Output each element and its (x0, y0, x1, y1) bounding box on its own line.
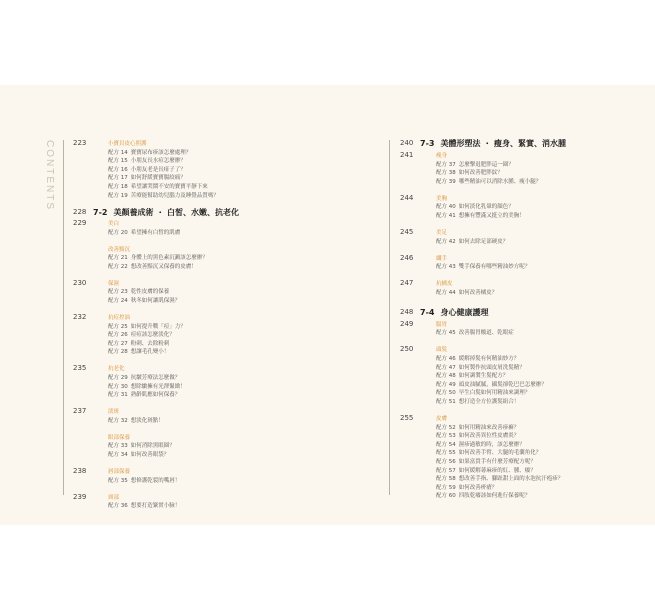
recipe-title: 如何去除足部硬皮？ (458, 238, 509, 245)
chapter-number: 7-3 (420, 139, 435, 148)
recipe-number: 配方 59 (436, 484, 456, 491)
section-page-number: 239 (73, 492, 87, 501)
section-page-number: 238 (73, 467, 87, 475)
toc-entry (436, 457, 536, 465)
recipe-title: 如何消除黑眼圈？ (130, 443, 175, 450)
section-heading: 美胸 (436, 195, 448, 202)
recipe-number: 配方 48 (436, 373, 456, 380)
toc-entry (108, 416, 164, 424)
recipe-number: 配方 60 (436, 493, 456, 500)
recipe-number: 配方 57 (436, 467, 456, 474)
section-heading: 美白 (108, 221, 120, 227)
page-gutter (389, 140, 390, 495)
recipe-title: 濕疹過敏的時，該怎麼辦？ (458, 441, 525, 448)
toc-entry (436, 431, 519, 439)
toc-entry (436, 237, 508, 245)
recipe-number: 配方 56 (436, 459, 456, 465)
toc-entry (108, 347, 169, 355)
recipe-number: 配方 40 (436, 204, 456, 211)
toc-entry (436, 371, 508, 379)
chapter-title: 美體形塑法 ・ 瘦身、緊實、消水腫 (440, 139, 567, 148)
toc-entry (436, 423, 519, 431)
recipe-title: 如果富貴手有什麼芳療配方呢？ (458, 459, 536, 465)
recipe-number: 配方 58 (436, 476, 456, 483)
recipe-number: 配方 50 (436, 390, 456, 397)
recipe-title: 痘痘該怎麼淡化？ (130, 332, 175, 339)
toc-entry (108, 501, 180, 509)
recipe-number: 配方 21 (108, 255, 128, 262)
chapter-page-number: 228 (73, 208, 87, 216)
toc-entry (108, 262, 197, 270)
recipe-title: 怎麼擊退肥胖這一圈？ (458, 161, 514, 168)
recipe-number: 配方 41 (436, 213, 456, 219)
toc-entry (436, 177, 541, 185)
recipe-title: 如何調製生髮配方？ (458, 373, 509, 380)
recipe-number: 配方 25 (108, 323, 128, 330)
recipe-number: 配方 39 (436, 178, 456, 185)
section-page-number: 246 (400, 253, 414, 262)
section-page-number: 230 (73, 278, 87, 287)
recipe-number: 配方 53 (436, 433, 456, 440)
section-heading: 改善黯沉 (108, 246, 131, 253)
toc-entry (436, 168, 503, 176)
toc-entry (436, 262, 530, 270)
recipe-number: 配方 43 (436, 264, 456, 271)
toc-entry (108, 287, 169, 295)
toc-entry (436, 363, 525, 371)
section-page-number: 249 (400, 319, 414, 328)
toc-entry (108, 296, 180, 304)
recipe-title: 想淡化斑點！ (130, 417, 164, 424)
toc-entry (108, 322, 186, 330)
toc-entry (108, 441, 175, 449)
recipe-number: 配方 22 (108, 263, 128, 270)
chapter-heading (420, 307, 488, 318)
section-heading: 纖手 (436, 255, 448, 262)
toc-entry (108, 476, 180, 484)
recipe-title: 如何改善肥胖紋？ (458, 170, 503, 177)
recipe-number: 配方 34 (108, 452, 128, 458)
recipe-title: 改善腸胃酸道、乾眼症 (458, 330, 514, 337)
recipe-title: 身體上的黑色素沉澱該怎麼辦？ (130, 255, 208, 262)
chapter-page-number: 240 (400, 139, 414, 147)
recipe-number: 配方 47 (436, 364, 456, 371)
toc-entry (436, 354, 519, 362)
recipe-title: 頭皮油膩膩，攝髮卻乾巴巴怎麼辦？ (458, 381, 547, 388)
recipe-number: 配方 30 (108, 383, 128, 390)
recipe-title: 如何改善眼袋？ (130, 452, 170, 458)
toc-entry (436, 448, 541, 456)
section-heading: 頭髮 (436, 347, 448, 354)
recipe-title: 如何改善疥瘡？ (458, 484, 498, 491)
recipe-number: 配方 18 (108, 184, 128, 190)
recipe-title: 如何舒緩寶寶腸絞痛？ (130, 175, 186, 182)
chapter-title: 美顏養成術 ・ 白皙、水嫩、抗老化 (113, 208, 240, 217)
recipe-number: 配方 23 (108, 289, 128, 296)
toc-entry (108, 339, 169, 347)
toc-entry (108, 156, 186, 164)
recipe-title: 如何製作抗頭皮屑洗髮精？ (458, 364, 525, 371)
toc-entry (108, 253, 208, 261)
toc-entry (108, 373, 180, 381)
chapter-title: 身心健康護理 (440, 307, 489, 317)
toc-entry (108, 450, 169, 458)
recipe-number: 配方 46 (436, 356, 456, 362)
recipe-number: 配方 24 (108, 298, 128, 304)
recipe-number: 配方 27 (108, 340, 128, 347)
contents-side-label: CONTENTS (44, 140, 55, 211)
toc-entry (436, 440, 525, 448)
section-heading: 眼部保養 (108, 434, 131, 441)
recipe-title: 想要打造緊實小臉！ (130, 503, 181, 510)
recipe-title: 如何改善橘皮？ (458, 289, 498, 296)
recipe-title: 想修護乾裂的嘴唇！ (130, 477, 181, 484)
recipe-title: 寶寶尿布疹該怎麼處理？ (130, 149, 192, 156)
toc-entry (108, 173, 186, 181)
left-page-rule (63, 140, 64, 495)
recipe-number: 配方 37 (436, 161, 456, 168)
recipe-title: 如何緩解蕁麻疹的紅、腫、癢？ (458, 467, 536, 474)
toc-entry (436, 380, 547, 388)
section-page-number: 232 (73, 313, 87, 321)
toc-entry (436, 328, 514, 336)
recipe-number: 配方 16 (108, 166, 128, 173)
recipe-number: 配方 51 (436, 399, 456, 405)
recipe-title: 想改善黯沉又保養的皮膚！ (130, 263, 197, 270)
recipe-number: 配方 17 (108, 175, 128, 182)
section-page-number: 247 (400, 279, 414, 288)
recipe-number: 配方 28 (108, 349, 128, 356)
section-page-number: 255 (400, 414, 414, 422)
recipe-title: 哪些精油可以消除水腫、瘦小腿？ (458, 178, 542, 185)
section-heading: 皮膚 (436, 416, 448, 422)
recipe-title: 如何提升戰「痘」力？ (130, 323, 186, 330)
section-heading: 小寶貝皮心照護 (108, 141, 147, 147)
recipe-title: 四肢乾癢該如何進行保養呢？ (458, 493, 531, 500)
recipe-number: 配方 15 (108, 158, 128, 165)
toc-entry (108, 228, 180, 236)
section-page-number: 235 (73, 364, 87, 373)
recipe-title: 乾性皮膚的保養 (130, 289, 170, 296)
recipe-number: 配方 19 (108, 192, 128, 199)
recipe-number: 配方 45 (436, 330, 456, 337)
recipe-title: 希望讓哭鬧不安的寶寶平靜下來 (130, 184, 208, 190)
recipe-number: 配方 33 (108, 443, 128, 450)
recipe-number: 配方 29 (108, 375, 128, 381)
toc-entry (108, 191, 219, 199)
toc-entry (108, 182, 208, 190)
section-page-number: 245 (400, 228, 414, 236)
toc-entry (436, 202, 514, 210)
toc-entry (108, 330, 175, 338)
recipe-number: 配方 26 (108, 332, 128, 339)
recipe-number: 配方 54 (436, 441, 456, 448)
recipe-title: 如何改善異位性皮膚炎？ (458, 433, 520, 440)
toc-entry (436, 211, 525, 219)
toc-entry (108, 390, 180, 398)
recipe-title: 如何改善手臂、大腿的毛囊角化？ (458, 450, 542, 457)
recipe-title: 小朋友老是長痱子了？ (130, 166, 186, 173)
recipe-number: 配方 42 (436, 238, 456, 245)
recipe-number: 配方 38 (436, 170, 456, 177)
recipe-title: 早生白髮如何用精油來調理？ (458, 390, 531, 397)
recipe-number: 配方 32 (108, 417, 128, 424)
toc-entry (108, 382, 186, 390)
section-page-number: 241 (400, 151, 414, 159)
recipe-title: 想改善手指、腳趾甜上面的水泡抗汗疱疹？ (458, 476, 564, 483)
chapter-number: 7-2 (93, 208, 108, 217)
section-heading: 抗老化 (108, 366, 125, 373)
recipe-number: 配方 35 (108, 477, 128, 484)
chapter-heading (420, 138, 566, 149)
recipe-title: 熟齡肌應如何保養？ (130, 392, 181, 399)
recipe-title: 雙手保養有哪些精油妙方呢？ (458, 264, 531, 271)
book-spread (0, 85, 655, 525)
recipe-title: 粉刺、去除粉刺 (130, 340, 170, 347)
toc-entry (108, 165, 186, 173)
toc-entry (436, 483, 497, 491)
toc-entry (436, 160, 514, 168)
recipe-title: 想擁有豐滿又挺立的美胸！ (458, 213, 525, 219)
recipe-title: 如何用精油來改善疹癬？ (458, 424, 520, 431)
section-heading: 淡斑 (108, 409, 120, 416)
section-heading: 頸部 (108, 494, 120, 501)
recipe-title: 想讓毛孔變小！ (130, 349, 170, 356)
toc-entry (436, 388, 530, 396)
section-page-number: 237 (73, 407, 87, 416)
toc-entry (436, 491, 530, 499)
recipe-title: 如何淡化乳暈的顏色？ (458, 204, 514, 211)
recipe-title: 小朋友長水痘怎麼辦？ (130, 158, 186, 165)
recipe-title: 希望擁有白皙的肌膚 (130, 229, 181, 236)
toc-entry (436, 474, 563, 482)
section-heading: 唇部保養 (108, 469, 131, 475)
recipe-number: 配方 31 (108, 392, 128, 399)
recipe-title: 秋冬如何讓肌保濕？ (130, 298, 181, 304)
section-heading: 美足 (436, 230, 448, 236)
section-page-number: 223 (73, 139, 87, 147)
toc-entry (436, 397, 519, 405)
toc-entry (436, 288, 497, 296)
recipe-title: 緩解掉髮有何精油妙方？ (458, 356, 520, 362)
recipe-number: 配方 52 (436, 424, 456, 431)
chapter-page-number: 248 (400, 307, 414, 316)
recipe-title: 想除皺擁有光澤緊緻！ (130, 383, 186, 390)
toc-entry (436, 466, 536, 474)
section-heading: 腸胃 (436, 321, 448, 328)
toc-entry (108, 148, 191, 156)
section-heading: 抗痘控油 (108, 315, 131, 321)
recipe-number: 配方 55 (436, 450, 456, 457)
section-page-number: 250 (400, 345, 414, 354)
section-page-number: 244 (400, 193, 414, 202)
section-page-number: 229 (73, 219, 87, 227)
section-heading: 瘦身 (436, 153, 448, 159)
recipe-number: 配方 20 (108, 229, 128, 236)
chapter-number: 7-4 (420, 307, 435, 317)
recipe-number: 配方 14 (108, 149, 128, 156)
section-heading: 保濕 (108, 280, 120, 287)
recipe-title: 苦療能幫助幼兒腦力及睡覺品質嗎？ (130, 192, 219, 199)
recipe-title: 抗皺芳療法怎麼做？ (130, 375, 181, 381)
section-heading: 抗橘皮 (436, 281, 453, 288)
recipe-number: 配方 36 (108, 503, 128, 510)
chapter-heading (93, 207, 239, 218)
recipe-number: 配方 49 (436, 381, 456, 388)
recipe-number: 配方 44 (436, 289, 456, 296)
recipe-title: 想打造全方位護髮組合！ (458, 399, 520, 405)
